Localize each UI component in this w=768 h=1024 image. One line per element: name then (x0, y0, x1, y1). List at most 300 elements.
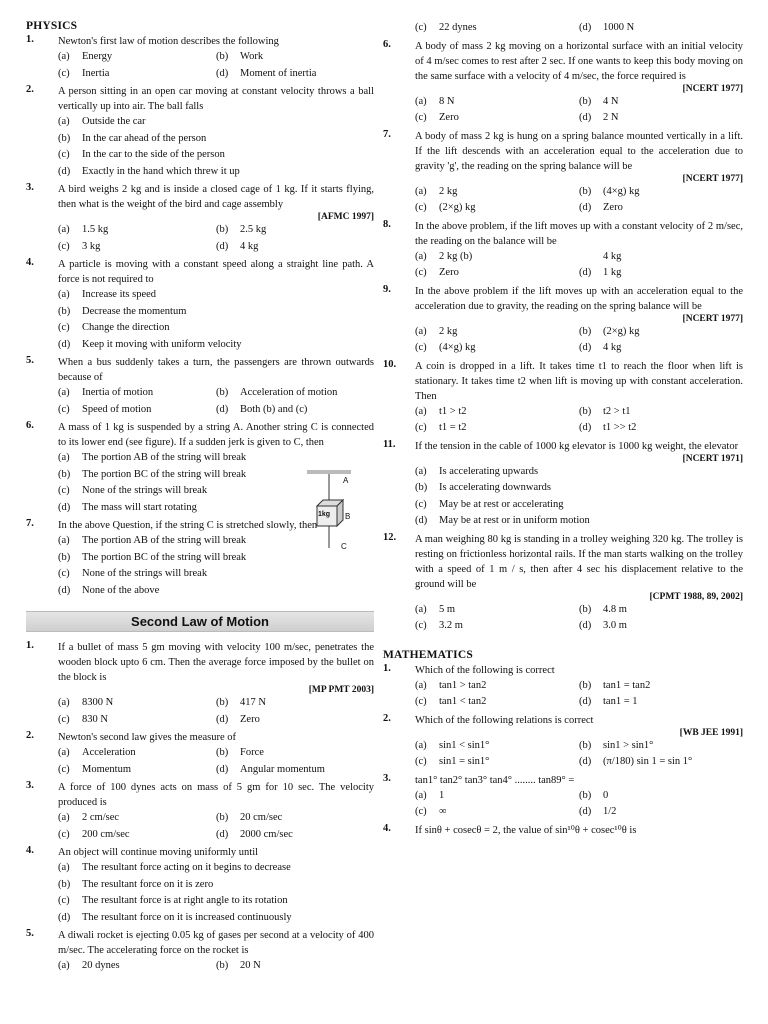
option-text: 1000 N (603, 22, 635, 33)
option-text: 1.5 kg (82, 224, 109, 235)
question-number: 4. (383, 822, 391, 834)
option (58, 695, 216, 712)
option (58, 762, 216, 779)
option-text: The mass will start rotating (82, 501, 197, 513)
option-label: (d) (579, 696, 592, 707)
option-label: (a) (58, 960, 70, 971)
option (58, 910, 374, 927)
option-text: 2 N (603, 112, 619, 123)
carry-over-options (415, 20, 743, 37)
option (216, 958, 374, 975)
question-text: tan1° tan2° tan3° tan4° ........ tan89° = (415, 774, 575, 786)
option-label: (b) (58, 468, 71, 480)
option (216, 827, 374, 844)
option-text: Energy (82, 51, 113, 62)
option-text: None of the above (82, 584, 160, 596)
options (58, 958, 374, 975)
option (579, 602, 743, 619)
option (58, 320, 374, 337)
question-number: 6. (26, 420, 34, 431)
question-number: 2. (26, 84, 34, 95)
option (216, 66, 374, 83)
option (415, 513, 743, 530)
option-text: Moment of inertia (240, 67, 317, 79)
option-label: (b) (58, 132, 71, 144)
option-text: 2 cm/sec (82, 812, 120, 823)
question (383, 532, 743, 592)
option-text: Is accelerating upwards (439, 465, 539, 477)
option-label: (a) (58, 387, 70, 398)
question-text: Which of the following is correct (415, 664, 555, 676)
question-number: 11. (383, 438, 396, 450)
question-text: Newton's second law gives the measure of (58, 732, 237, 743)
option-label: (d) (58, 501, 71, 513)
right-column (383, 20, 743, 838)
option-label: (d) (415, 515, 428, 526)
question-number: 1. (26, 34, 34, 45)
question-tag: [NCERT 1977] (682, 173, 743, 184)
option (58, 304, 374, 321)
option-text: Increase its speed (82, 289, 157, 300)
option-label: (b) (216, 697, 229, 708)
question (26, 182, 374, 212)
math-question-list (383, 663, 743, 838)
option-text: Zero (240, 713, 260, 725)
option (415, 340, 579, 357)
option-text: The resultant force on it is increased continuously (82, 911, 292, 923)
question (383, 284, 743, 314)
option-label: (c) (58, 828, 70, 840)
option-label: (c) (415, 267, 427, 278)
option-label: (d) (216, 828, 229, 840)
option (579, 678, 743, 695)
option (415, 20, 579, 37)
option-text: Exactly in the hand which threw it up (82, 165, 240, 177)
option (415, 404, 579, 421)
string-mass-figure (305, 468, 365, 552)
question (383, 823, 743, 838)
option-label: (b) (216, 51, 229, 62)
question (383, 359, 743, 404)
option-text: 830 N (82, 713, 108, 725)
option-label: (a) (58, 535, 70, 546)
option (58, 860, 374, 877)
option (579, 324, 743, 341)
question-number: 5. (26, 355, 34, 366)
options (58, 810, 374, 843)
option-text: 1 kg (603, 267, 622, 278)
option-text: 1 (439, 789, 445, 801)
option (579, 200, 743, 217)
options (415, 678, 743, 711)
option-text: 20 dynes (82, 960, 120, 971)
label-b: B (345, 512, 351, 521)
option-label: (b) (216, 747, 229, 758)
question-text: A person sitting in an open car moving at constant velocity throws a ball vertically up into air. The ball falls (58, 86, 374, 112)
option (58, 164, 374, 181)
option-text: Momentum (82, 763, 131, 775)
option-text: The resultant force acting on it begins to decrease (82, 862, 291, 873)
option (58, 385, 216, 402)
option (415, 602, 579, 619)
question-tag: [MP PMT 2003] (308, 685, 374, 695)
option-text: ∞ (439, 806, 447, 817)
option (579, 404, 743, 421)
option-text: The portion BC of the string will break (82, 551, 247, 563)
option-text: 2.5 kg (240, 224, 267, 235)
option-text: 4 N (603, 95, 619, 107)
option-label: (d) (579, 342, 592, 353)
option-text: t2 > t1 (603, 405, 631, 417)
option (415, 265, 579, 282)
option-label: (c) (58, 322, 70, 333)
option-label: (a) (415, 405, 427, 417)
option-label (579, 249, 603, 266)
question-text: A body of mass 2 kg moving on a horizontal surface with an initial velocity of 4 m/sec comes to rest after 2 sec. If one wants to keep this body moving on the same surface with a velocity of 4 m/sec, the force required is (415, 40, 743, 82)
option-label: (c) (415, 620, 427, 631)
options (415, 788, 743, 821)
option-label: (d) (579, 267, 592, 278)
option-text: Inertia of motion (82, 387, 154, 398)
option-text: 20 N (240, 960, 261, 971)
question-number: 4. (26, 845, 34, 856)
option-text: Zero (439, 112, 459, 123)
option (216, 810, 374, 827)
option-label: (d) (579, 756, 592, 767)
option-label: (d) (216, 763, 229, 775)
question-list-2 (26, 640, 374, 975)
option (579, 618, 743, 635)
option-text: Is accelerating downwards (439, 482, 551, 493)
label-c: C (341, 542, 347, 551)
option-label: (c) (58, 895, 70, 906)
question (26, 257, 374, 287)
option-label: (b) (579, 325, 592, 337)
question (26, 84, 374, 114)
option-label: (a) (58, 697, 70, 708)
option (415, 110, 579, 127)
question (26, 780, 374, 810)
option-label: (b) (579, 95, 592, 107)
question-number: 7. (383, 128, 391, 140)
option-text: The portion BC of the string will break (82, 468, 247, 480)
question-number: 9. (383, 283, 391, 295)
option-label: (d) (579, 806, 592, 817)
option-text: tan1 < tan2 (439, 696, 487, 707)
option-label: (a) (58, 289, 70, 300)
option (58, 287, 374, 304)
option (415, 200, 579, 217)
options (415, 404, 743, 437)
option-label: (a) (415, 739, 427, 751)
options (415, 324, 743, 357)
options (58, 287, 374, 353)
option-label: (a) (58, 862, 70, 873)
option (415, 464, 743, 481)
option-label: (b) (58, 878, 71, 890)
option (58, 239, 216, 256)
option-label: (b) (579, 789, 592, 801)
option (415, 480, 743, 497)
option-text: 1/2 (603, 806, 617, 817)
option-label: (c) (58, 67, 70, 79)
option (415, 738, 579, 755)
option (58, 222, 216, 239)
option-text: In the car ahead of the person (82, 132, 207, 144)
option (579, 94, 743, 111)
option-text: In the car to the side of the person (82, 149, 225, 160)
option (58, 114, 374, 131)
option-text: sin1 = sin1° (439, 756, 490, 767)
option-text: The resultant force on it is zero (82, 878, 214, 890)
option-text: Acceleration (82, 747, 136, 758)
option-label: (a) (58, 747, 70, 758)
option (58, 131, 374, 148)
question-number: 8. (383, 218, 391, 230)
option (579, 265, 743, 282)
question-number: 12. (383, 531, 397, 543)
option-label: (b) (216, 387, 229, 398)
question-number: 5. (26, 928, 34, 939)
option (216, 402, 374, 419)
option-text: 417 N (240, 697, 266, 708)
option-label: (c) (58, 763, 70, 775)
question-tag: [NCERT 1971] (682, 453, 743, 464)
question-text: A diwali rocket is ejecting 0.05 kg of gases per second at a velocity of 400 m/sec. The accelerating force on the rocket is (58, 930, 374, 956)
section-banner: Second Law of Motion (26, 611, 374, 632)
options (58, 695, 374, 728)
option (58, 745, 216, 762)
option-label: (d) (216, 240, 229, 252)
question (383, 713, 743, 728)
option-text: 2 kg (439, 185, 458, 197)
question-text: If the tension in the cable of 1000 kg elevator is 1000 kg weight, the elevator (415, 440, 739, 452)
option-text: t1 >> t2 (603, 422, 637, 433)
option-label: (a) (415, 465, 427, 477)
question-number: 2. (383, 712, 391, 724)
option-text: The portion AB of the string will break (82, 452, 247, 463)
option (579, 420, 743, 437)
option (579, 754, 743, 771)
option-label: (d) (579, 620, 592, 631)
option-text: 22 dynes (439, 22, 477, 33)
option (415, 678, 579, 695)
option-text: sin1 > sin1° (603, 739, 654, 751)
option (579, 184, 743, 201)
option (415, 324, 579, 341)
option-label: (d) (579, 422, 592, 433)
options (415, 464, 743, 530)
option (216, 222, 374, 239)
option (415, 184, 579, 201)
option-label: (c) (415, 112, 427, 123)
options (58, 114, 374, 180)
option (58, 893, 374, 910)
option (216, 712, 374, 729)
option-label: (a) (58, 51, 70, 62)
question-text: A bird weighs 2 kg and is inside a closed cage of 1 kg. If it starts flying, then what is the weight of the bird and cage assembly (58, 184, 374, 210)
question-number: 6. (383, 38, 391, 50)
option-text: (4×g) kg (439, 342, 476, 353)
option-label: (d) (58, 165, 71, 177)
option (58, 337, 374, 354)
option (415, 754, 579, 771)
option-text: Decrease the momentum (82, 305, 187, 317)
question (383, 129, 743, 174)
option (579, 694, 743, 711)
option-text: 3.2 m (439, 620, 463, 631)
option-text: Acceleration of motion (240, 387, 338, 398)
question (26, 355, 374, 385)
option (58, 66, 216, 83)
options (58, 860, 374, 926)
option-label: (a) (415, 185, 427, 197)
option-label: (c) (58, 713, 70, 725)
option-text: Inertia (82, 67, 110, 79)
question-text: A mass of 1 kg is suspended by a string A. Another string C is connected to its lower end (see figure). If a sudden jerk is given to C, then (58, 422, 374, 448)
question-text: A body of mass 2 kg is hung on a spring balance mounted vertically in a lift. If the lift descends with an acceleration equal to the acceleration due to gravity 'g', the reading on the spring balance will be (415, 130, 743, 172)
question-number: 10. (383, 358, 397, 370)
option-text: tan1 > tan2 (439, 679, 487, 691)
option (415, 804, 579, 821)
option-text: 2 kg (b) (439, 250, 473, 262)
option-text: 8300 N (82, 697, 114, 708)
question (383, 439, 743, 454)
question-number: 3. (26, 182, 34, 193)
option-label: (a) (415, 789, 427, 801)
option (415, 694, 579, 711)
option-text: Both (b) and (c) (240, 403, 308, 415)
question (383, 773, 743, 788)
option-label: (c) (415, 342, 427, 353)
option-label: (c) (415, 422, 427, 433)
option-label: (d) (58, 338, 71, 350)
option (415, 497, 743, 514)
question-text: An object will continue moving uniformly until (58, 847, 259, 858)
option-label: (b) (579, 405, 592, 417)
option (58, 583, 374, 600)
option-label: (c) (415, 22, 427, 33)
option-text: 4.8 m (603, 603, 627, 615)
option-label: (b) (216, 224, 229, 235)
question-number: 3. (383, 772, 391, 784)
option (216, 762, 374, 779)
option-label: (d) (579, 202, 592, 213)
option-label: (d) (579, 22, 592, 33)
option-label: (a) (415, 603, 427, 615)
option (216, 385, 374, 402)
option (579, 804, 743, 821)
options (415, 249, 743, 282)
option-text: 0 (603, 789, 609, 801)
option (58, 566, 374, 583)
option (415, 618, 579, 635)
question-text: In the above problem if the lift moves up with an acceleration equal to the acceleration due to gravity, the reading on the spring balance will be (415, 285, 743, 312)
option-label: (b) (579, 603, 592, 615)
option-text: (π/180) sin 1 = sin 1° (603, 756, 693, 767)
options (58, 745, 374, 778)
options (415, 738, 743, 771)
question (26, 420, 374, 450)
label-a: A (343, 476, 349, 485)
option (58, 402, 216, 419)
options (415, 184, 743, 217)
option-label: (b) (216, 960, 229, 971)
math-heading: MATHEMATICS (383, 648, 473, 661)
option (216, 745, 374, 762)
option (58, 450, 374, 467)
option-text: tan1 = 1 (603, 696, 638, 707)
option-label: (c) (415, 806, 427, 817)
option-text: 3.0 m (603, 620, 627, 631)
option (58, 810, 216, 827)
question-number: 1. (383, 662, 391, 674)
option-text: 3 kg (82, 240, 101, 252)
option-label: (b) (58, 551, 71, 563)
option-text: Outside the car (82, 116, 146, 127)
question-tag: [NCERT 1977] (682, 313, 743, 324)
option-label: (c) (58, 403, 70, 415)
option (579, 340, 743, 357)
option-text: 2 kg (439, 325, 458, 337)
question-text: Newton's first law of motion describes the following (58, 36, 279, 47)
option-label: (d) (216, 403, 229, 415)
options (58, 222, 374, 255)
question-number: 2. (26, 730, 34, 741)
option-label: (a) (58, 452, 70, 463)
option-text: Speed of motion (82, 403, 152, 415)
option-text: May be at rest or in uniform motion (439, 515, 590, 526)
question (26, 845, 374, 860)
options (415, 94, 743, 127)
question-text: A force of 100 dynes acts on mass of 5 gm for 10 sec. The velocity produced is (58, 782, 374, 808)
option-label: (c) (415, 498, 427, 510)
option-text: Change the direction (82, 322, 170, 333)
question-text: In the above Question, if the string C is stretched slowly, then (58, 520, 318, 531)
option-text: Keep it moving with uniform velocity (82, 338, 242, 350)
option-label: (a) (58, 116, 70, 127)
question-tag: [WB JEE 1991] (679, 727, 743, 738)
option (58, 712, 216, 729)
option (58, 827, 216, 844)
option-text: May be at rest or accelerating (439, 498, 564, 510)
option-label: (b) (58, 305, 71, 317)
option-text: sin1 < sin1° (439, 739, 490, 751)
option (579, 788, 743, 805)
option-label: (c) (58, 149, 70, 160)
option-label: (a) (415, 325, 427, 337)
option-text: Angular momentum (240, 763, 325, 775)
option-label: (c) (415, 202, 427, 213)
option (415, 249, 579, 266)
option-text: The portion AB of the string will break (82, 535, 247, 546)
option-text: 4 kg (603, 250, 622, 262)
option-text: (2×g) kg (439, 202, 476, 213)
option-text: The resultant force is at right angle to its rotation (82, 895, 288, 906)
option-label: (c) (58, 240, 70, 252)
option-text: (4×g) kg (603, 185, 640, 197)
option-label: (a) (415, 679, 427, 691)
option-text: tan1 = tan2 (603, 679, 651, 691)
question-text: In the above problem, if the lift moves up with a constant velocity of 2 m/sec, the reading on the balance will be (415, 220, 743, 247)
question-list-right (383, 39, 743, 635)
option-text: 8 N (439, 95, 455, 107)
question (26, 34, 374, 49)
options (58, 49, 374, 82)
option (415, 94, 579, 111)
option-text: 4 kg (603, 342, 622, 353)
question (383, 663, 743, 678)
